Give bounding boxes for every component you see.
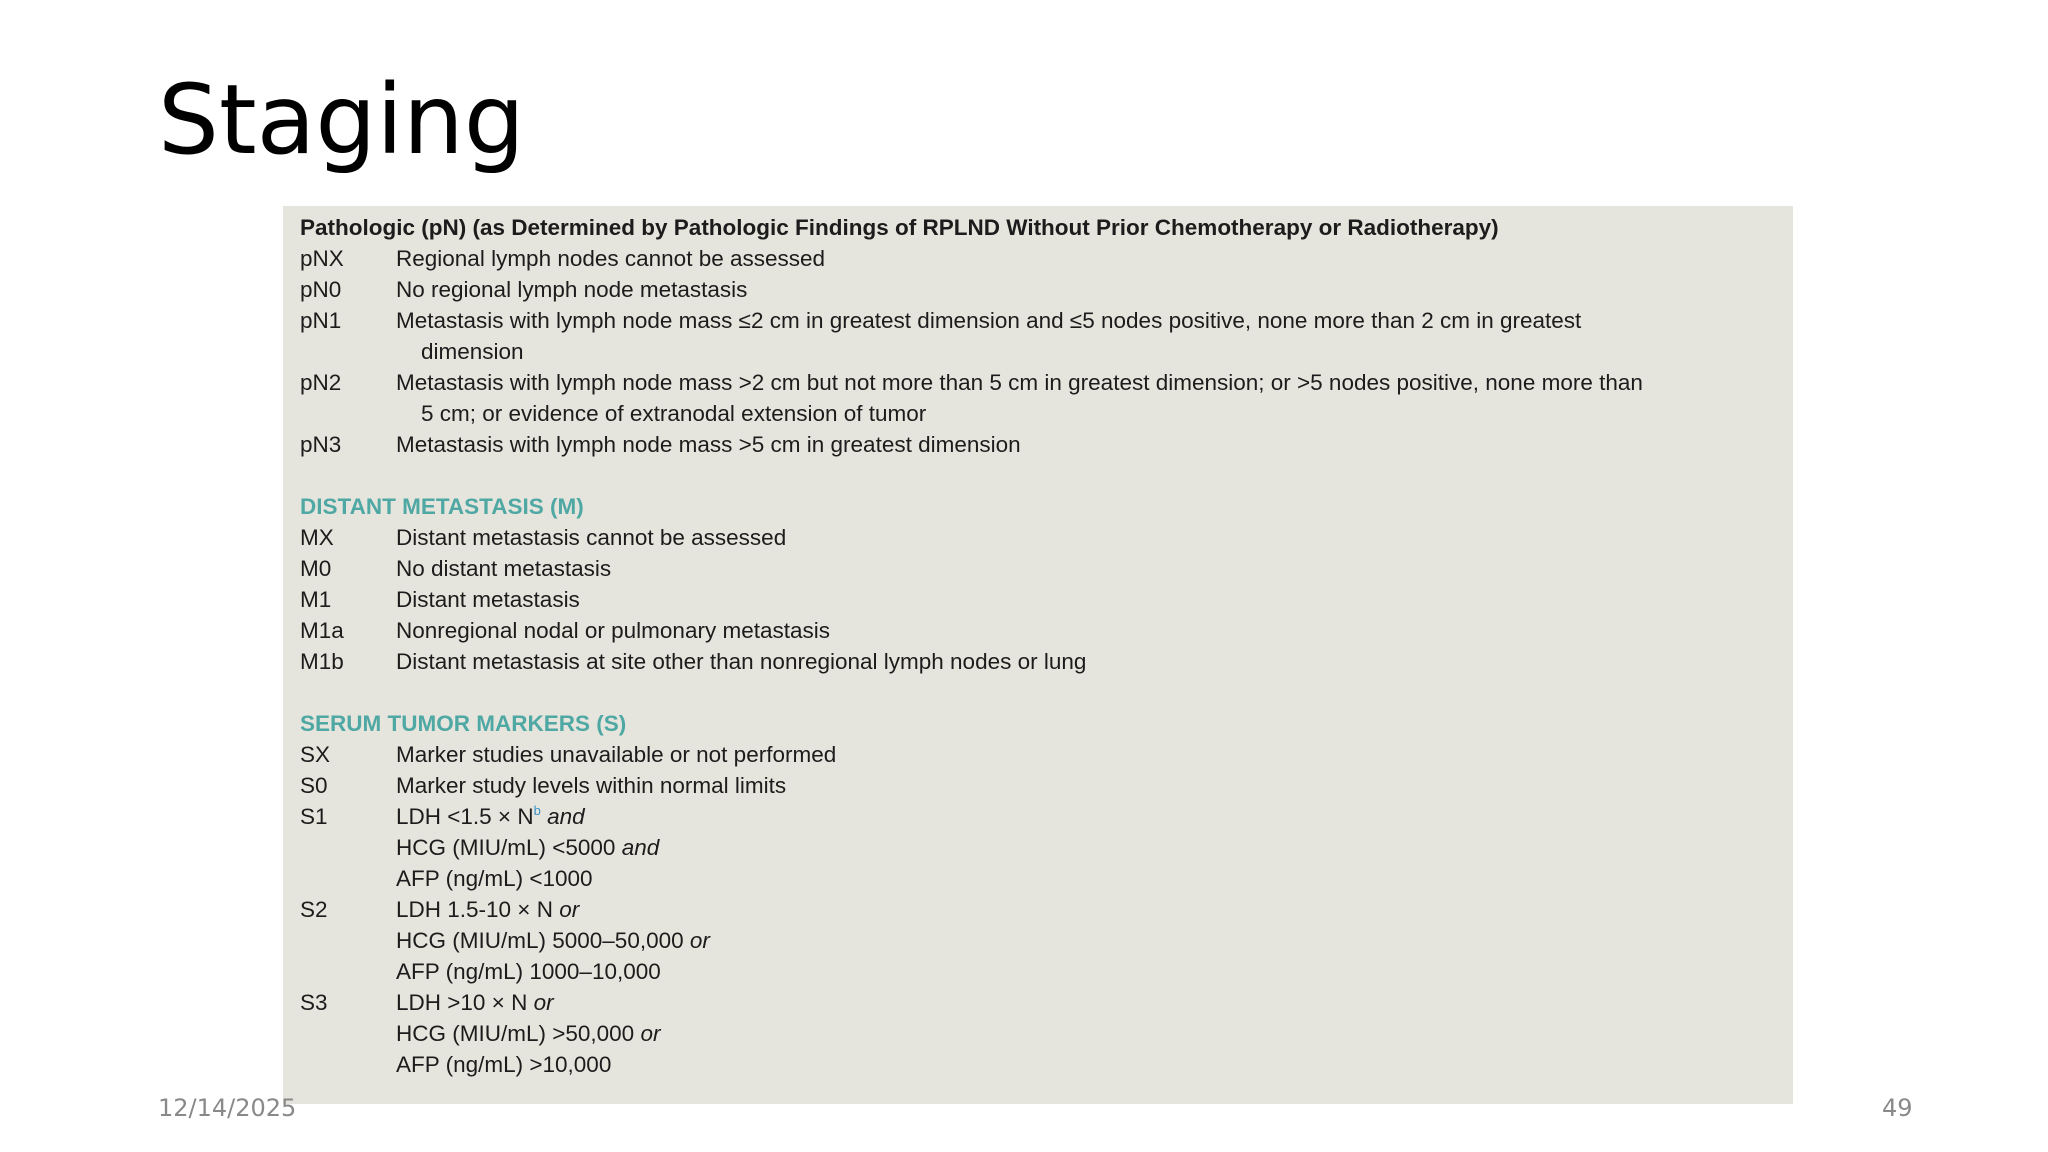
table-row xyxy=(300,429,1781,460)
marker-afp: AFP (ng/mL) >10,000 xyxy=(396,1052,612,1077)
table-row xyxy=(300,243,1781,274)
stage-code: pN0 xyxy=(300,277,342,302)
table-row xyxy=(300,801,1781,894)
stage-code: SX xyxy=(300,742,331,767)
stage-description: Distant metastasis cannot be assessed xyxy=(396,525,787,550)
conjunction: or xyxy=(533,990,554,1015)
stage-description: Marker study levels within normal limits xyxy=(396,773,787,798)
stage-code: pN1 xyxy=(300,308,342,333)
table-row xyxy=(300,739,1781,770)
page-number: 49 xyxy=(1882,1094,1913,1122)
stage-code: pN2 xyxy=(300,370,342,395)
stage-code: M1a xyxy=(300,618,344,643)
serum-tumor-markers-heading: SERUM TUMOR MARKERS (S) xyxy=(300,711,627,736)
table-row xyxy=(300,584,1781,615)
footer-date: 12/14/2025 xyxy=(158,1094,297,1122)
stage-code: M0 xyxy=(300,556,332,581)
table-row xyxy=(300,553,1781,584)
table-row xyxy=(300,274,1781,305)
table-row xyxy=(300,305,1781,367)
table-row xyxy=(300,367,1781,429)
marker-ldh xyxy=(396,801,1781,832)
stage-description: Nonregional nodal or pulmonary metastasis xyxy=(396,618,830,643)
marker-ldh xyxy=(396,894,1781,925)
stage-code: M1b xyxy=(300,649,344,674)
table-row xyxy=(300,615,1781,646)
footnote-mark: b xyxy=(533,802,541,818)
marker-afp: AFP (ng/mL) 1000–10,000 xyxy=(396,959,661,984)
table-row xyxy=(300,987,1781,1080)
stage-code: pNX xyxy=(300,246,344,271)
stage-description: Metastasis with lymph node mass >5 cm in greatest dimension xyxy=(396,432,1021,457)
stage-code: S0 xyxy=(300,773,328,798)
marker-hcg-text: HCG (MIU/mL) 5000–50,000 xyxy=(396,928,684,953)
stage-code: pN3 xyxy=(300,432,342,457)
stage-description: Metastasis with lymph node mass ≤2 cm in greatest dimension and ≤5 nodes positive, none more than 2 cm in greatest xyxy=(396,308,1582,333)
stage-description: No distant metastasis xyxy=(396,556,612,581)
table-row xyxy=(300,894,1781,987)
stage-description: Distant metastasis xyxy=(396,587,580,612)
slide-title: Staging xyxy=(158,64,525,176)
stage-description: No regional lymph node metastasis xyxy=(396,277,748,302)
stage-description: Regional lymph nodes cannot be assessed xyxy=(396,246,826,271)
conjunction: or xyxy=(689,928,710,953)
stage-code: MX xyxy=(300,525,334,550)
stage-description: Distant metastasis at site other than nonregional lymph nodes or lung xyxy=(396,649,1087,674)
conjunction: and xyxy=(547,804,585,829)
conjunction: or xyxy=(640,1021,661,1046)
marker-hcg-text: HCG (MIU/mL) <5000 xyxy=(396,835,616,860)
stage-description-continued: dimension xyxy=(421,339,524,364)
marker-hcg xyxy=(396,925,1781,956)
stage-code: S2 xyxy=(300,897,328,922)
stage-description: Marker studies unavailable or not performed xyxy=(396,742,837,767)
stage-description: Metastasis with lymph node mass >2 cm but not more than 5 cm in greatest dimension; or >5 nodes positive, none more than xyxy=(396,370,1643,395)
marker-ldh-text: LDH <1.5 × N xyxy=(396,804,534,829)
marker-ldh xyxy=(396,987,1781,1018)
stage-code: M1 xyxy=(300,587,332,612)
marker-ldh-text: LDH 1.5-10 × N xyxy=(396,897,553,922)
stage-code: S1 xyxy=(300,804,328,829)
marker-hcg-text: HCG (MIU/mL) >50,000 xyxy=(396,1021,635,1046)
stage-description-continued: 5 cm; or evidence of extranodal extension of tumor xyxy=(421,401,927,426)
marker-ldh-text: LDH >10 × N xyxy=(396,990,528,1015)
marker-hcg xyxy=(396,1018,1781,1049)
table-row xyxy=(300,522,1781,553)
marker-afp: AFP (ng/mL) <1000 xyxy=(396,866,593,891)
marker-hcg xyxy=(396,832,1781,863)
pathologic-heading: Pathologic (pN) (as Determined by Pathologic Findings of RPLND Without Prior Chemotherapy or Radiotherapy) xyxy=(300,215,1499,240)
staging-table-image xyxy=(283,206,1793,1104)
distant-metastasis-heading: DISTANT METASTASIS (M) xyxy=(300,494,584,519)
table-row xyxy=(300,646,1781,677)
conjunction: or xyxy=(559,897,580,922)
conjunction: and xyxy=(621,835,660,860)
table-row xyxy=(300,770,1781,801)
stage-code: S3 xyxy=(300,990,328,1015)
